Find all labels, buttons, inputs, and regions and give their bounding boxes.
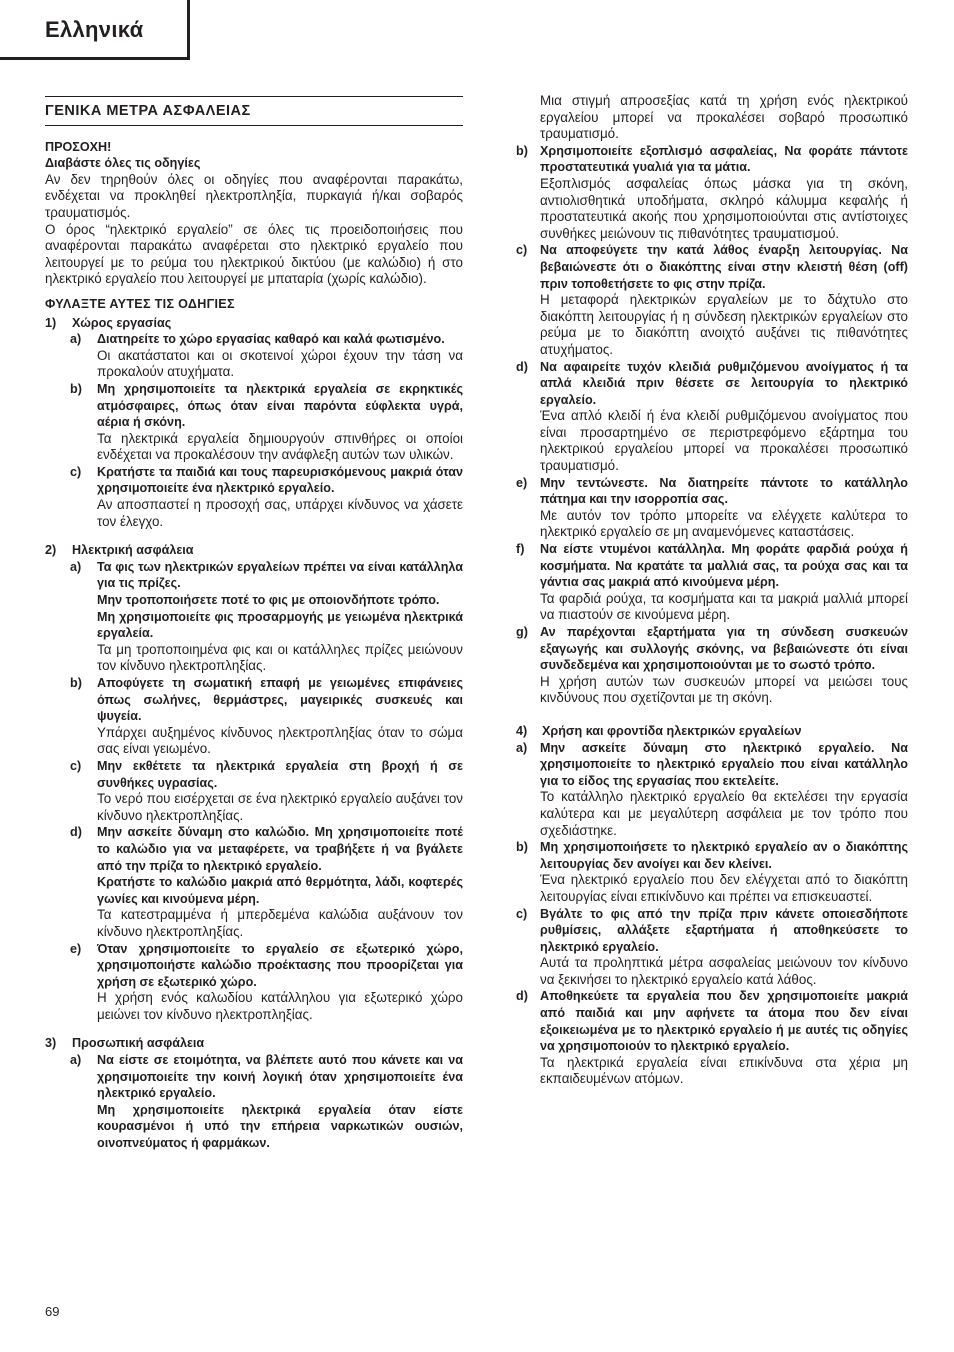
list-item: b) Μη χρησιμοποιείτε τα ηλεκτρικά εργαλεία σε εκρηκτικές ατμόσφαιρες, όπως όταν είναι παρόντα εύφλεκτα υγρά, αέρια ή σκόνη. Τα ηλεκτρικά εργαλεία δημιουργούν σπινθήρες οι οποίοι ενδέχεται να προκαλέσουν την ανάφλεξη αυτών των υλικών. <box>70 381 463 463</box>
list-item: c) Κρατήστε τα παιδιά και τους παρευρισκόμενους μακριά όταν χρησιμοποιείτε ένα ηλεκτρικό εργαλείο. Αν αποσπαστεί η προσοχή σας, υπάρχει κίνδυνος να χάσετε τον έλεγχο. <box>70 464 463 529</box>
list-item: a) Τα φις των ηλεκτρικών εργαλείων πρέπει να είναι κατάλληλα για τις πρίζες. Μην τροποποιήσετε ποτέ το φις με οποιονδήποτε τρόπο. Μη χρησιμοποιείτε φις προσαρμογής με γειωμένα ηλεκτρικά εργαλεία. Τα μη τροποποιημένα φις και οι κατάλληλες πρίζες μειώνουν τον κίνδυνο ηλεκτροπληξίας. <box>70 559 463 674</box>
list-item: f) Να είστε ντυμένοι κατάλληλα. Μη φοράτε φαρδιά ρούχα ή κοσμήματα. Να κρατάτε τα μαλλιά σας, τα ρούχα σας και τα γάντια σας μακριά από κινούμενα μέρη. Τα φαρδιά ρούχα, τα κοσμήματα και τα μακριά μαλλιά μπορεί να πιαστούν σε κινούμενα μέρη. <box>516 542 908 623</box>
group-title: 4) Χρήση και φροντίδα ηλεκτρικών εργαλείων <box>516 723 802 738</box>
section-title: ΓΕΝΙΚΑ ΜΕΤΡΑ ΑΣΦΑΛΕΙΑΣ <box>45 96 463 126</box>
read-instructions-heading: Διαβάστε όλες τις οδηγίες <box>45 156 201 171</box>
list-item: e) Μην τεντώνεστε. Να διατηρείτε πάντοτε το κατάλληλο πάτημα και την ισορροπία σας. Με αυτόν τον τρόπο μπορείτε να ελέγχετε καλύτερα το ηλεκτρικό εργαλείο σε μη αναμενόμενες καταστάσεις. <box>516 475 908 540</box>
group-title: 1) Χώρος εργασίας <box>45 315 172 330</box>
list-item: d) Αποθηκεύετε τα εργαλεία που δεν χρησιμοποιείτε μακριά από παιδιά και μην αφήνετε τα άτομα που δεν είναι εξοικειωμένα με το ηλεκτρικό εργαλείο ή με αυτές τις οδηγίες να χρησιμοποιούν το ηλεκτρικό εργαλείο. Τα ηλεκτρικά εργαλεία είναι επικίνδυνα στα χέρια μη εκπαιδευμένων ατόμων. <box>516 989 908 1087</box>
section-personal-safety <box>45 1035 463 1151</box>
list-item: b) Μη χρησιμοποιήσετε το ηλεκτρικό εργαλείο αν ο διακόπτης λειτουργίας δεν ανοίγει και δεν κλείνει. Ένα ηλεκτρικό εργαλείο που δεν ελέγχεται από το διακόπτη λειτουργίας είναι επικίνδυνο και πρέπει να επισκευαστεί. <box>516 840 908 904</box>
page-number: 69 <box>45 1304 60 1319</box>
list-item: a) Μην ασκείτε δύναμη στο ηλεκτρικό εργαλείο. Να χρησιμοποιείτε το ηλεκτρικό εργαλείο που είναι κατάλληλο για το είδος της εργασίας που εκτελείτε. Το κατάλληλο ηλεκτρικό εργαλείο θα εκτελέσει την εργασία καλύτερα και με μεγαλύτερη ασφάλεια με τον τρόπο που σχεδιάστηκε. <box>516 740 908 838</box>
right-column <box>516 93 908 1088</box>
section-electrical-safety <box>45 542 463 1023</box>
list-item: a) Να είστε σε ετοιμότητα, να βλέπετε αυτό που κάνετε και να χρησιμοποιείτε την κοινή λογική όταν χρησιμοποιείτε ένα ηλεκτρικό εργαλείο. Μη χρησιμοποιείτε ηλεκτρικά εργαλεία όταν είστε κουρασμένοι ή υπό την επήρεια ναρκωτικών ουσιών, οινοπνεύματος ή φαρμάκων. <box>70 1053 463 1151</box>
intro-paragraph-2: Ο όρος “ηλεκτρικό εργαλείο” σε όλες τις προειδοποιήσεις που αναφέρονται παρακάτω αναφέρεται στο ηλεκτρικό εργαλείο που λειτουργεί με το ρεύμα του ηλεκτρικού δικτύου (με καλώδιο) ή στο ηλεκτρικό εργαλείο που λειτουργεί με μπαταρία (χωρίς καλώδιο). <box>45 221 463 287</box>
group-title: 3) Προσωπική ασφάλεια <box>45 1036 205 1051</box>
section-tool-use-and-care <box>516 723 908 1088</box>
language-label: Ελληνικά <box>45 17 144 42</box>
list-item: b) Χρησιμοποιείτε εξοπλισμό ασφαλείας, Να φοράτε πάντοτε προστατευτικά γυαλιά για τα μάτια. Εξοπλισμός ασφαλείας όπως μάσκα για τη σκόνη, αντιολισθητικά υποδήματα, σκληρό κάλυμμα κεφαλής ή προστατευτικά ακοής που χρησιμοποιούνται στις αντίστοιχες συνθήκες μειώνουν τις πιθανότητες τραυματισμού. <box>516 143 908 241</box>
list-item: a) Διατηρείτε το χώρο εργασίας καθαρό και καλά φωτισμένο. Οι ακατάστατοι και οι σκοτεινοί χώροι έχουν την τάση να προκαλούν ατυχήματα. <box>70 332 463 380</box>
keep-instructions-heading: ΦΥΛΑΞΤΕ ΑΥΤΕΣ ΤΙΣ ΟΔΗΓΙΕΣ <box>45 296 235 311</box>
section-work-area <box>45 315 463 531</box>
list-item: d) Να αφαιρείτε τυχόν κλειδιά ρυθμιζόμενου ανοίγματος ή τα απλά κλειδιά πριν θέσετε σε λειτουργία το ηλεκτρικό εργαλείο. Ένα απλό κλειδί ή ένα κλειδί ρυθμιζόμενου ανοίγματος που είναι προσαρτημένο σε περιστρεφόμενο εξάρτημα του ηλεκτρικού εργαλείου μπορεί να προκαλέσει προσωπικό τραυματισμό. <box>516 359 908 474</box>
group-title: 2) Ηλεκτρική ασφάλεια <box>45 543 194 558</box>
list-item: c) Να αποφεύγετε την κατά λάθος έναρξη λειτουργίας. Να βεβαιώνεστε ότι ο διακόπτης είναι στην κλειστή θέση (off) πριν τοποθετήσετε το φις στην πρίζα. Η μεταφορά ηλεκτρικών εργαλείων με το δάχτυλο στο διακόπτη λειτουργίας ή η σύνδεση ηλεκτρικών εργαλείων στο ρεύμα με το διακόπτη ανοιχτό αυξάνει τις πιθανότητες ατυχήματος. <box>516 243 908 357</box>
list-item: c) Βγάλτε το φις από την πρίζα πριν κάνετε οποιεσδήποτε ρυθμίσεις, αλλάξετε εξαρτήματα ή αποθηκεύσετε το ηλεκτρικό εργαλείο. Αυτά τα προληπτικά μέτρα ασφαλείας μειώνουν τον κίνδυνο να ξεκινήσει το ηλεκτρικό εργαλείο κατά λάθος. <box>516 906 908 987</box>
left-column <box>45 92 463 1152</box>
list-item: c) Μην εκθέτετε τα ηλεκτρικά εργαλεία στη βροχή ή σε συνθήκες υγρασίας. Το νερό που εισέρχεται σε ένα ηλεκτρικό εργαλείο αυξάνει τον κίνδυνο ηλεκτροπληξίας. <box>70 758 463 823</box>
intro-paragraph-1: Αν δεν τηρηθούν όλες οι οδηγίες που αναφέρονται παρακάτω, ενδέχεται να προκληθεί ηλεκτροπληξία, πυρκαγιά ή/και σοβαρός τραυματισμός. <box>45 171 463 220</box>
list-item: b) Αποφύγετε τη σωματική επαφή με γειωμένες επιφάνειες όπως σωλήνες, θερμάστρες, μαγειρικές συσκευές και ψυγεία. Υπάρχει αυξημένος κίνδυνος ηλεκτροπληξίας όταν το σώμα σας είναι γειωμένο. <box>70 676 463 757</box>
list-item: d) Μην ασκείτε δύναμη στο καλώδιο. Μη χρησιμοποιείτε ποτέ το καλώδιο για να μεταφέρετε, να τραβήξετε ή να βγάλετε από την πρίζα το ηλεκτρικό εργαλείο. Κρατήστε το καλώδιο μακριά από θερμότητα, λάδι, κοφτερές γωνίες και κινούμενα μέρη. Τα κατεστραμμένα ή μπερδεμένα καλώδια αυξάνουν τον κίνδυνο ηλεκτροπληξίας. <box>70 825 463 939</box>
list-item: e) Όταν χρησιμοποιείτε το εργαλείο σε εξωτερικό χώρο, χρησιμοποιήστε καλώδιο προέκτασης που προορίζεται για χρήση σε εξωτερικό χώρο. Η χρήση ενός καλωδίου κατάλληλου για εξωτερικό χώρο μειώνει τον κίνδυνο ηλεκτροπληξίας. <box>70 941 463 1022</box>
list-item: g) Αν παρέχονται εξαρτήματα για τη σύνδεση συσκευών εξαγωγής και συλλογής σκόνης, να βεβαιώνεστε ότι είναι συνδεδεμένα και χρησιμοποιούνται με το σωστό τρόπο. Η χρήση αυτών των συσκευών μπορεί να μειώσει τους κινδύνους που σχετίζονται με τη σκόνη. <box>516 625 908 706</box>
caution-label: ΠΡΟΣΟΧΗ! <box>45 139 112 154</box>
continuation-paragraph: Μια στιγμή απροσεξίας κατά τη χρήση ενός ηλεκτρικού εργαλείου μπορεί να προκαλέσει σοβαρό προσωπικό τραυματισμό. <box>540 93 908 142</box>
language-tab <box>0 0 190 60</box>
